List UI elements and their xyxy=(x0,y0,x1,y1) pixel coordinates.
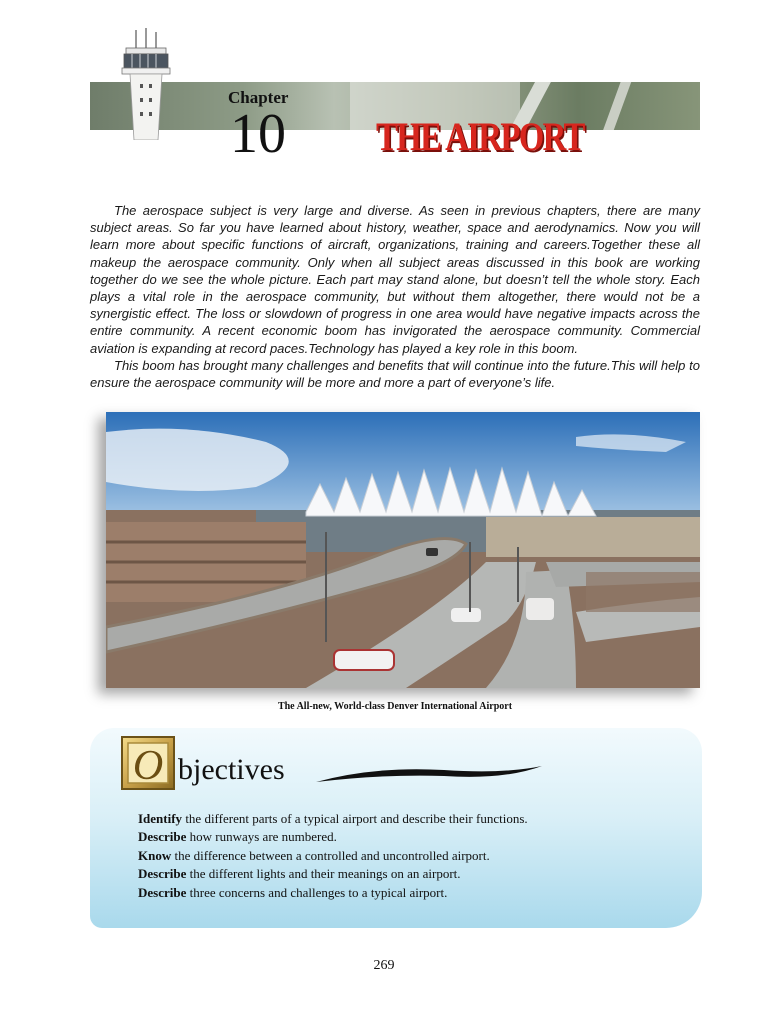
chapter-title: THE AIRPORT xyxy=(376,114,584,159)
objective-text: the different parts of a typical airport and describe their functions. xyxy=(182,811,528,826)
intro-text xyxy=(90,202,700,391)
objective-item xyxy=(138,865,678,883)
objective-item xyxy=(138,847,678,865)
objective-item xyxy=(138,828,678,846)
objectives-letter-badge-icon xyxy=(120,735,176,791)
banner-runway xyxy=(597,82,634,130)
objectives-list xyxy=(138,810,678,902)
photo-caption: The All-new, World-class Denver International Airport xyxy=(277,701,513,712)
swoosh-decoration xyxy=(314,762,544,788)
objective-text: the different lights and their meanings on an airport. xyxy=(186,866,461,882)
objective-text: the difference between a controlled and uncontrolled airport. xyxy=(171,847,490,863)
objective-text: three concerns and challenges to a typical airport. xyxy=(186,884,448,900)
denver-airport-photo xyxy=(106,412,700,688)
objective-verb: Know xyxy=(138,847,172,863)
objective-item xyxy=(138,884,678,902)
objective-verb: Identify xyxy=(138,811,183,826)
chapter-number: 10 xyxy=(230,103,286,165)
badge-letter: O xyxy=(132,743,164,789)
airport-photo-frame xyxy=(106,412,700,688)
objective-verb: Describe xyxy=(138,866,187,882)
objective-item xyxy=(138,810,678,828)
intro-paragraph: This boom has brought many challenges and benefits that will continue into the future.This will help to ensure the aerospace community will be more and more a part of everyone’s life. xyxy=(90,357,700,391)
page-number: 269 xyxy=(373,958,395,973)
objective-verb: Describe xyxy=(138,829,187,845)
objective-verb: Describe xyxy=(138,884,187,900)
objective-text: how runways are numbered. xyxy=(186,829,337,845)
control-tower-icon xyxy=(118,28,174,140)
intro-paragraph: The aerospace subject is very large and diverse. As seen in previous chapters, there are many subject areas. So far you have learned about history, weather, space and aerodynamics. Now you will learn more about specific functions of aircraft, organizations, training and careers.Together these all makeup the aerospace community. Only when all subject areas discussed in this book are working together do we see the whole picture. Each part may stand alone, but doesn’t tell the whole story. Each plays a vital role in the aerospace community, but without them altogether, there would not be a synergistic effect. The loss or slowdown of progress in one area would have negative impacts across the entire community. A recent economic boom has invigorated the aerospace community. Commercial aviation is expanding at record paces.Technology has played a key role in this boom. xyxy=(90,203,700,356)
chapter-label: Chapter xyxy=(228,88,289,107)
objectives-heading: bjectives xyxy=(178,753,285,786)
